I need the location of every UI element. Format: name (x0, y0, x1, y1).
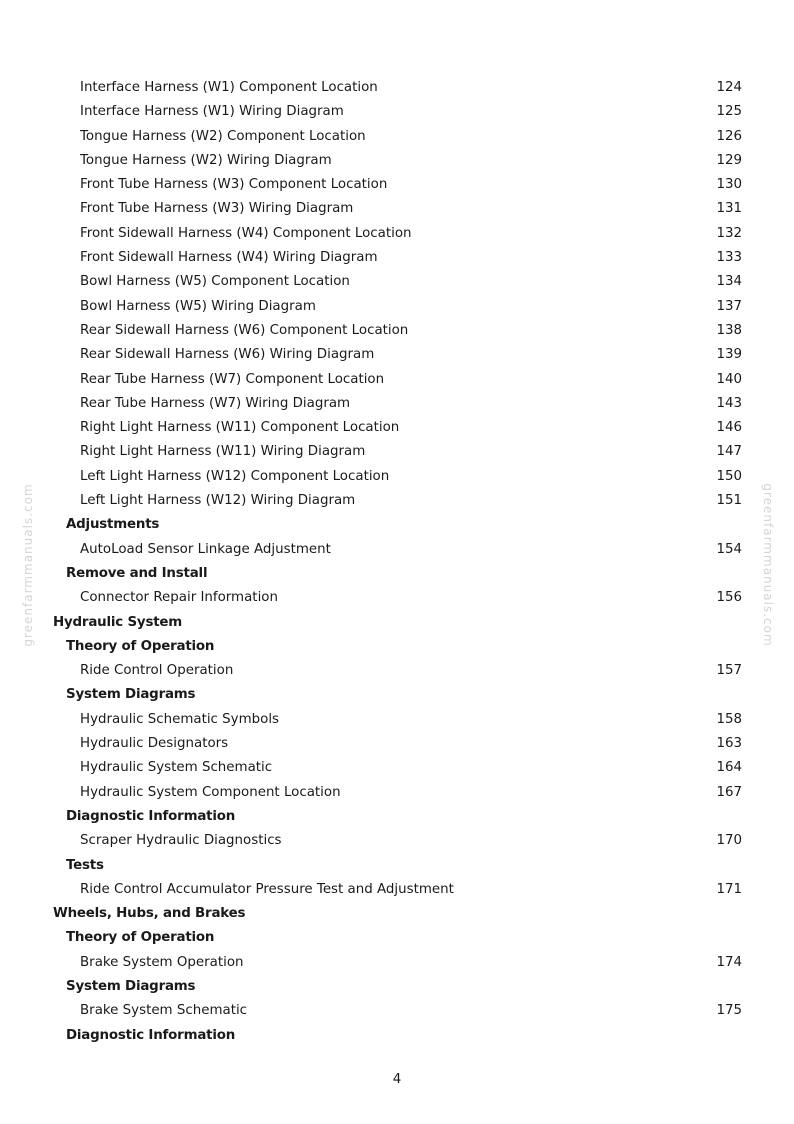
toc-entry[interactable] (0, 392, 794, 416)
toc-entry-page: 138 (716, 322, 742, 338)
toc-subsection[interactable] (0, 513, 794, 537)
toc-entry[interactable] (0, 246, 794, 270)
toc-entry-title: Tests (66, 857, 104, 873)
toc-entry-title: Front Tube Harness (W3) Component Location (80, 177, 388, 193)
toc-entry-page: 134 (716, 274, 742, 290)
toc-entry[interactable] (0, 197, 794, 221)
toc-entry[interactable] (0, 173, 794, 197)
toc-entry-title: Interface Harness (W1) Wiring Diagram (80, 104, 344, 120)
toc-entry-page: 158 (716, 711, 742, 727)
toc-entry-title: Adjustments (66, 517, 160, 533)
toc-entry[interactable] (0, 440, 794, 464)
toc-entry-title: Remove and Install (66, 565, 208, 581)
toc-entry-page: 157 (716, 663, 742, 679)
toc-entry[interactable] (0, 368, 794, 392)
toc-entry-page: 132 (716, 225, 742, 241)
toc-entry[interactable] (0, 343, 794, 367)
toc-entry-title: Hydraulic System (53, 614, 183, 630)
toc-entry-title: Front Tube Harness (W3) Wiring Diagram (80, 201, 354, 217)
toc-entry-title: Bowl Harness (W5) Wiring Diagram (80, 298, 316, 314)
toc-entry-title: Hydraulic Designators (80, 736, 229, 752)
toc-entry-title: Brake System Operation (80, 954, 244, 970)
toc-entry-page: 124 (716, 80, 742, 95)
toc-entry-page: 163 (716, 736, 742, 752)
toc-entry-page: 170 (716, 833, 742, 849)
toc-entry[interactable] (0, 586, 794, 610)
toc-entry-title: Right Light Harness (W11) Component Location (80, 420, 400, 436)
toc-entry-page: 154 (716, 541, 742, 557)
toc-entry[interactable] (0, 295, 794, 319)
toc-entry-title: Rear Sidewall Harness (W6) Wiring Diagram (80, 347, 375, 363)
toc-entry-title: Front Sidewall Harness (W4) Wiring Diagram (80, 250, 378, 266)
toc-entry-title: Wheels, Hubs, and Brakes (53, 906, 246, 922)
toc-entry-page: 126 (716, 128, 742, 144)
toc-entry[interactable] (0, 222, 794, 246)
toc-entry[interactable] (0, 270, 794, 294)
toc-entry-title: Front Sidewall Harness (W4) Component Location (80, 225, 412, 241)
toc-entry-title: AutoLoad Sensor Linkage Adjustment (80, 541, 331, 557)
toc-entry[interactable] (0, 878, 794, 902)
toc-subsection[interactable] (0, 854, 794, 878)
toc-entry[interactable] (0, 416, 794, 440)
toc-entry-title: Connector Repair Information (80, 590, 278, 606)
toc-entry-title: Rear Sidewall Harness (W6) Component Location (80, 322, 409, 338)
toc-subsection[interactable] (0, 805, 794, 829)
toc-entry-title: System Diagrams (66, 978, 196, 994)
toc-entry-title: Theory of Operation (66, 638, 215, 654)
toc-entry-title: Ride Control Operation (80, 663, 234, 679)
toc-entry-page: 146 (716, 420, 742, 436)
toc-entry-page: 143 (716, 395, 742, 411)
toc-section[interactable] (0, 902, 794, 926)
toc-entry-title: Hydraulic System Component Location (80, 784, 341, 800)
toc-entry-page: 131 (716, 201, 742, 217)
toc-entry-page: 167 (716, 784, 742, 800)
toc-entry-page: 150 (716, 468, 742, 484)
toc-entry-page: 164 (716, 760, 742, 776)
toc-entry[interactable] (0, 708, 794, 732)
watermark-right: greenfarmmanuals.com (761, 483, 775, 647)
toc-entry-page: 133 (716, 250, 742, 266)
toc-entry-title: Scraper Hydraulic Diagnostics (80, 833, 282, 849)
toc-entry[interactable] (0, 829, 794, 853)
toc-entry-page: 156 (716, 590, 742, 606)
toc-entry[interactable] (0, 125, 794, 149)
toc-entry[interactable] (0, 538, 794, 562)
toc-entry-title: Right Light Harness (W11) Wiring Diagram (80, 444, 366, 460)
table-of-contents (0, 76, 794, 1048)
toc-entry[interactable] (0, 76, 794, 100)
toc-entry-title: Bowl Harness (W5) Component Location (80, 274, 350, 290)
toc-entry[interactable] (0, 465, 794, 489)
toc-entry-title: Hydraulic System Schematic (80, 760, 273, 776)
toc-entry[interactable] (0, 756, 794, 780)
toc-entry[interactable] (0, 100, 794, 124)
toc-entry-page: 137 (716, 298, 742, 314)
toc-entry-page: 175 (716, 1003, 742, 1019)
toc-entry-title: Interface Harness (W1) Component Location (80, 80, 378, 95)
toc-entry-page: 139 (716, 347, 742, 363)
toc-subsection[interactable] (0, 635, 794, 659)
toc-subsection[interactable] (0, 1024, 794, 1048)
watermark-left: greenfarmmanuals.com (21, 483, 35, 647)
toc-entry[interactable] (0, 319, 794, 343)
page-number: 4 (392, 1072, 402, 1087)
toc-entry-title: Left Light Harness (W12) Wiring Diagram (80, 493, 356, 509)
toc-subsection[interactable] (0, 683, 794, 707)
toc-entry-title: Rear Tube Harness (W7) Wiring Diagram (80, 395, 351, 411)
toc-entry-title: Tongue Harness (W2) Wiring Diagram (80, 152, 332, 168)
toc-entry-title: Ride Control Accumulator Pressure Test and Adjustment (80, 881, 454, 897)
toc-entry-title: Tongue Harness (W2) Component Location (80, 128, 366, 144)
toc-entry[interactable] (0, 489, 794, 513)
toc-entry-title: Rear Tube Harness (W7) Component Location (80, 371, 385, 387)
toc-entry[interactable] (0, 951, 794, 975)
toc-entry[interactable] (0, 781, 794, 805)
toc-entry-page: 174 (716, 954, 742, 970)
toc-entry[interactable] (0, 149, 794, 173)
toc-entry-page: 129 (716, 152, 742, 168)
toc-entry-title: Hydraulic Schematic Symbols (80, 711, 280, 727)
toc-entry-page: 125 (716, 104, 742, 120)
toc-subsection[interactable] (0, 562, 794, 586)
toc-entry-title: Diagnostic Information (66, 1027, 236, 1043)
toc-entry-page: 151 (716, 493, 742, 509)
toc-subsection[interactable] (0, 926, 794, 950)
toc-entry-title: Diagnostic Information (66, 808, 236, 824)
toc-subsection[interactable] (0, 975, 794, 999)
toc-entry-page: 140 (716, 371, 742, 387)
toc-entry-page: 147 (716, 444, 742, 460)
toc-entry[interactable] (0, 732, 794, 756)
toc-entry-title: Left Light Harness (W12) Component Location (80, 468, 390, 484)
toc-entry-title: Brake System Schematic (80, 1003, 248, 1019)
toc-entry-title: System Diagrams (66, 687, 196, 703)
toc-section[interactable] (0, 611, 794, 635)
toc-entry-title: Theory of Operation (66, 930, 215, 946)
toc-entry[interactable] (0, 659, 794, 683)
toc-entry-page: 171 (716, 881, 742, 897)
toc-entry[interactable] (0, 999, 794, 1023)
toc-entry-page: 130 (716, 177, 742, 193)
